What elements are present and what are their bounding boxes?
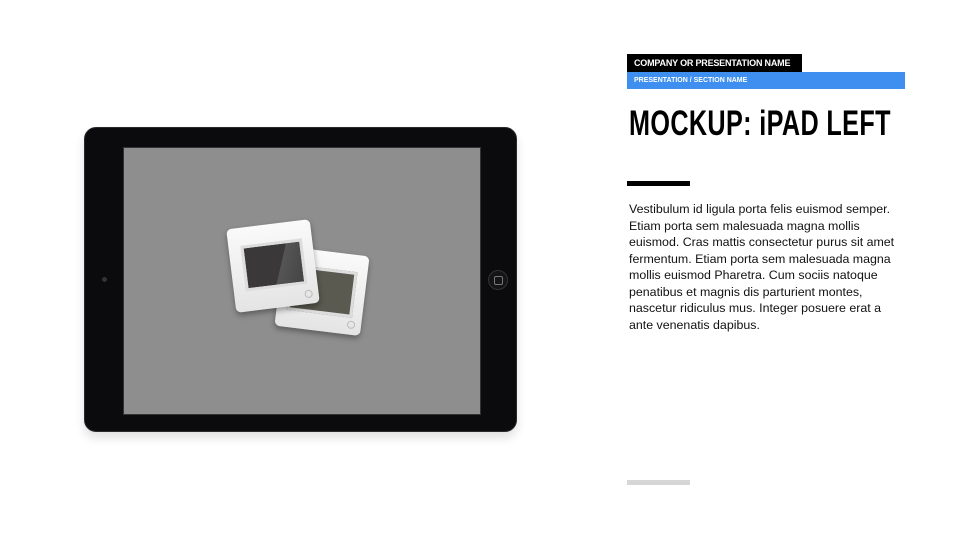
camera-icon <box>102 277 107 282</box>
footer-divider <box>627 480 690 485</box>
ipad-mockup <box>84 127 517 432</box>
company-name: COMPANY OR PRESENTATION NAME <box>627 54 802 72</box>
home-button-icon <box>488 270 508 290</box>
ipad-screen <box>123 147 481 415</box>
divider <box>627 181 690 186</box>
section-name: PRESENTATION / SECTION NAME <box>627 72 905 89</box>
slide-title: MOCKUP: iPAD LEFT <box>629 104 891 143</box>
photo-slide-icon <box>226 219 320 313</box>
body-text: Vestibulum id ligula porta felis euismod semper. Etiam porta sem malesuada magna mollis euismod. Cras mattis consectetur purus sit amet fermentum. Etiam porta sem malesuada magna mollis euismod Pharetra. Cum sociis natoque penatibus et magnis dis parturient montes, nascetur ridiculus mus. Integer posuere erat a ante venenatis dapibus. <box>629 202 895 332</box>
